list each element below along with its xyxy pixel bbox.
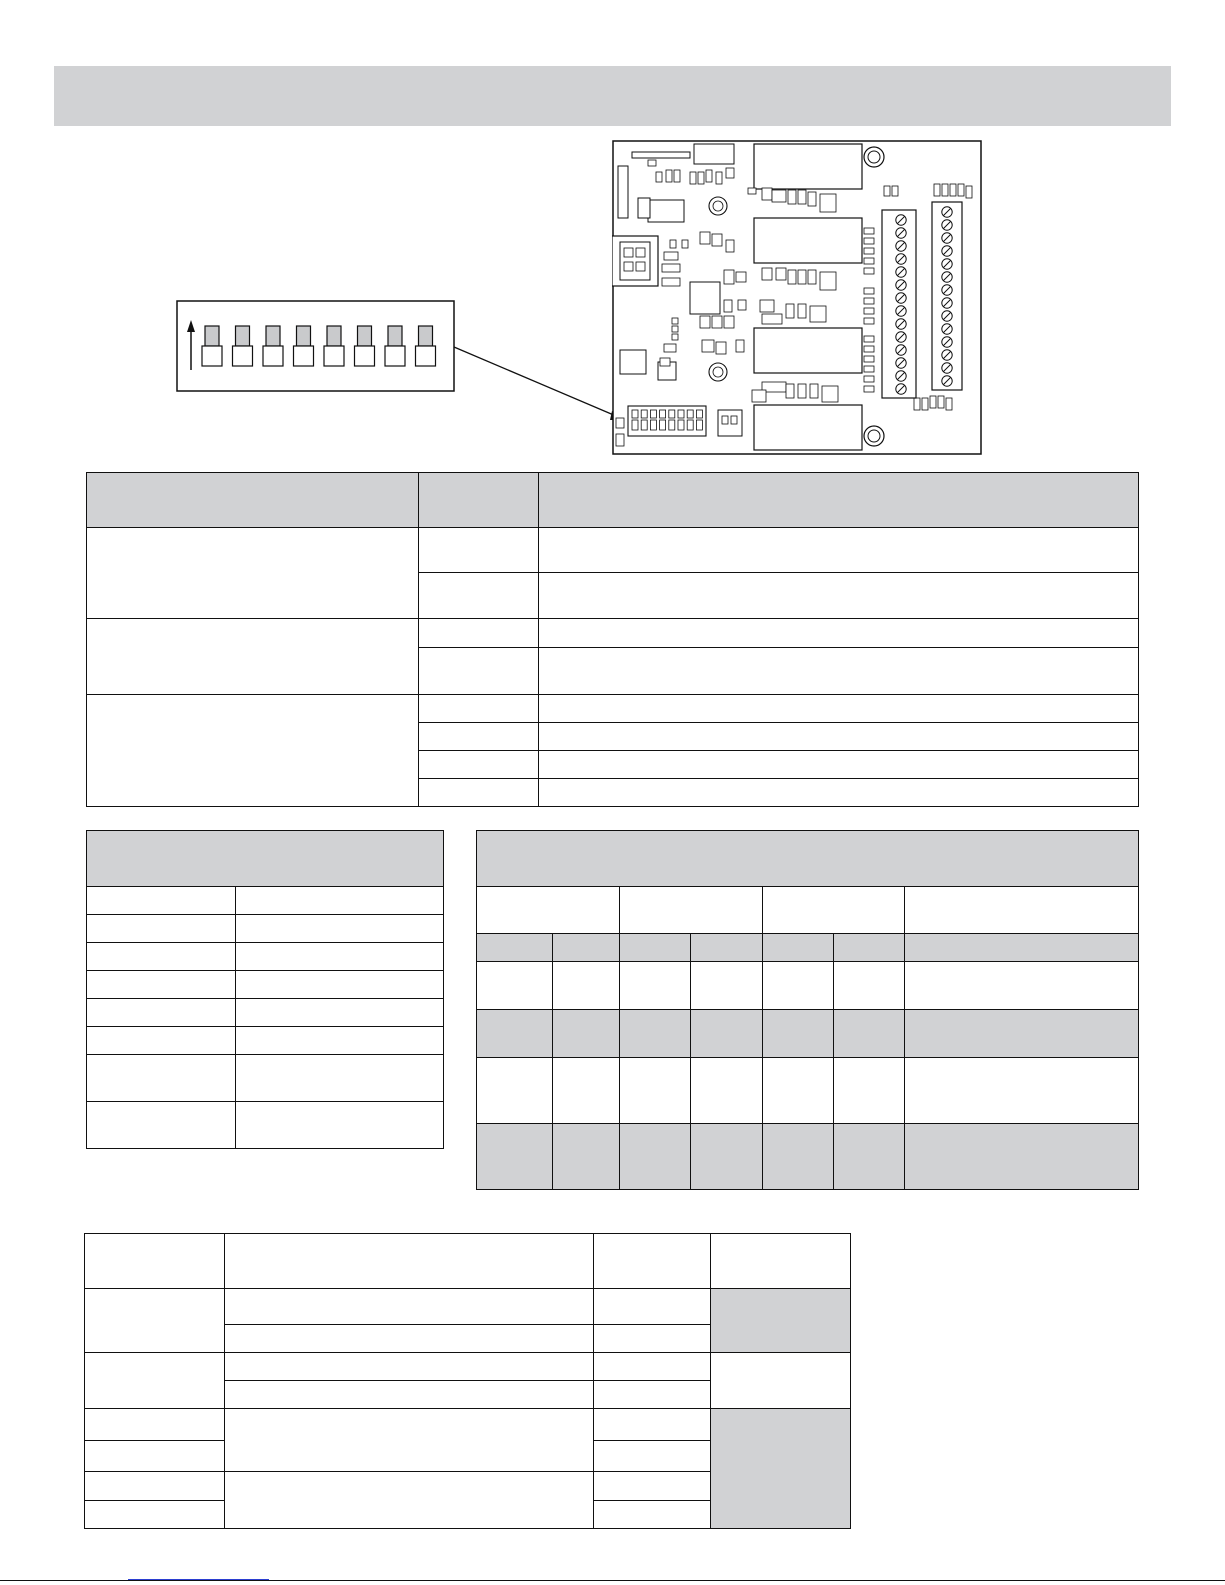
table-cell — [834, 1058, 905, 1124]
table-cell — [236, 1102, 444, 1149]
board-component — [810, 384, 818, 398]
header-cell — [477, 831, 1139, 887]
board-component — [864, 366, 874, 372]
board-component — [760, 300, 774, 312]
terminal-screw — [896, 293, 906, 303]
board-component — [946, 398, 952, 410]
table-cell — [419, 528, 539, 573]
terminal-screw — [896, 345, 906, 355]
table-cell — [553, 962, 620, 1010]
terminal-screw — [896, 215, 906, 225]
board-component — [762, 188, 772, 200]
board-component — [864, 336, 874, 342]
switch-combination-table — [476, 830, 1139, 1190]
board-component — [820, 194, 836, 212]
board-component — [664, 344, 676, 352]
table-cell — [553, 1124, 620, 1190]
table-cell — [477, 1124, 553, 1190]
table-cell — [763, 1124, 834, 1190]
board-dip-switch — [641, 410, 647, 430]
table-cell — [553, 1058, 620, 1124]
board-component — [726, 168, 734, 178]
table-cell — [905, 1058, 1139, 1124]
table-cell — [539, 573, 1139, 619]
board-component — [762, 314, 782, 324]
table-cell — [419, 723, 539, 751]
terminal-screw — [942, 207, 952, 217]
table-cell — [236, 943, 444, 971]
table-cell — [85, 1501, 225, 1529]
table-cell — [87, 619, 419, 695]
table-cell — [763, 962, 834, 1010]
table-cell — [539, 648, 1139, 695]
table-cell — [85, 1409, 225, 1441]
table-cell — [419, 573, 539, 619]
footer-rule — [0, 1580, 1225, 1581]
table-cell — [85, 1441, 225, 1472]
settings-table — [86, 472, 1139, 807]
dip-switch — [355, 326, 375, 366]
board-dip-switch — [678, 410, 684, 430]
terminal-screw — [896, 358, 906, 368]
table-cell — [236, 1027, 444, 1055]
board-component — [776, 268, 786, 280]
table-cell — [711, 1409, 851, 1529]
terminal-screw — [942, 363, 952, 373]
table-cell — [477, 887, 620, 934]
table-cell — [763, 887, 905, 934]
table-cell — [85, 1472, 225, 1501]
board-component — [786, 304, 794, 318]
header-cell — [87, 473, 419, 528]
table-cell — [419, 648, 539, 695]
board-component — [922, 398, 928, 410]
board-dip-switch — [650, 410, 656, 430]
table-cell — [620, 1058, 691, 1124]
board-component — [664, 252, 678, 260]
header-cell — [419, 473, 539, 528]
table-cell — [85, 1289, 225, 1353]
table-cell — [553, 1010, 620, 1058]
terminal-screw — [896, 254, 906, 264]
board-component — [798, 384, 806, 398]
header-cell — [711, 1234, 851, 1289]
table-cell — [419, 695, 539, 723]
table-cell — [87, 1027, 236, 1055]
board-component — [772, 190, 786, 202]
board-dip-switch — [669, 410, 675, 430]
table-cell — [225, 1289, 594, 1325]
header-cell — [87, 831, 444, 887]
terminal-screw — [896, 332, 906, 342]
dip-switch — [233, 326, 253, 366]
table-cell — [236, 1055, 444, 1102]
table-cell — [834, 934, 905, 962]
header-cell — [539, 473, 1139, 528]
board-component — [682, 240, 688, 248]
board-component — [864, 308, 874, 314]
table-cell — [594, 1501, 711, 1529]
table-cell — [87, 695, 419, 807]
table-cell — [419, 751, 539, 779]
table-cell — [236, 971, 444, 999]
table-cell — [691, 1058, 763, 1124]
board-component — [822, 386, 838, 402]
table-cell — [236, 999, 444, 1027]
table-cell — [763, 934, 834, 962]
terminal-screw — [942, 311, 952, 321]
table-cell — [539, 528, 1139, 573]
board-component — [892, 186, 898, 196]
board-component — [864, 238, 874, 244]
board-component — [864, 248, 874, 254]
board-component — [672, 326, 678, 332]
terminal-screw — [942, 233, 952, 243]
table-cell — [477, 934, 553, 962]
table-cell — [620, 887, 763, 934]
table-cell — [225, 1409, 594, 1472]
board-component — [716, 172, 722, 184]
board-component — [864, 268, 874, 274]
table-cell — [87, 999, 236, 1027]
table-cell — [711, 1289, 851, 1353]
board-component — [712, 316, 722, 328]
board-component — [808, 192, 816, 206]
terminal-screw — [942, 324, 952, 334]
table-cell — [225, 1472, 594, 1529]
board-component — [930, 396, 936, 408]
board-component — [716, 342, 726, 354]
board-component — [752, 390, 766, 402]
dip-switch — [294, 326, 314, 366]
board-component — [950, 184, 956, 196]
board-component — [864, 346, 874, 352]
board-component — [702, 340, 714, 352]
board-component — [738, 300, 746, 310]
board-component — [864, 288, 874, 294]
board-component — [656, 172, 662, 182]
board-component — [914, 398, 920, 410]
terminal-screw — [942, 350, 952, 360]
dip-switch — [263, 326, 283, 366]
board-component — [666, 170, 672, 182]
table-cell — [419, 619, 539, 648]
terminal-screw — [942, 220, 952, 230]
table-cell — [620, 1010, 691, 1058]
dip-switch — [416, 326, 436, 366]
table-cell — [594, 1289, 711, 1325]
terminal-screw — [896, 241, 906, 251]
table-cell — [225, 1325, 594, 1353]
board-component — [808, 270, 816, 284]
dip-switch — [202, 326, 222, 366]
header-cell — [594, 1234, 711, 1289]
table-cell — [620, 1124, 691, 1190]
board-component — [670, 240, 676, 248]
table-cell — [905, 934, 1139, 962]
terminal-table — [84, 1233, 851, 1529]
table-cell — [477, 1010, 553, 1058]
board-component — [938, 396, 944, 408]
board-component — [942, 184, 948, 196]
table-cell — [594, 1472, 711, 1501]
table-cell — [539, 779, 1139, 807]
table-cell — [539, 751, 1139, 779]
header-cell — [85, 1234, 225, 1289]
board-component — [798, 304, 806, 318]
board-component — [736, 340, 744, 352]
table-cell — [477, 962, 553, 1010]
table-cell — [594, 1409, 711, 1441]
terminal-screw — [896, 371, 906, 381]
board-component — [820, 272, 836, 290]
board-component — [958, 184, 964, 196]
board-component — [748, 188, 756, 194]
terminal-screw — [942, 376, 952, 386]
board-component — [736, 272, 746, 282]
table-cell — [905, 1124, 1139, 1190]
table-cell — [691, 962, 763, 1010]
options-table — [86, 830, 444, 1149]
board-component — [798, 190, 806, 204]
terminal-screw — [896, 280, 906, 290]
terminal-screw — [896, 384, 906, 394]
board-component — [864, 258, 874, 264]
board-component — [884, 186, 890, 196]
table-cell — [691, 934, 763, 962]
board-component — [700, 316, 710, 328]
dip-switch-callout — [176, 300, 458, 395]
terminal-screw — [942, 337, 952, 347]
dip-switch — [324, 326, 344, 366]
board-component — [674, 170, 680, 182]
board-component — [798, 270, 806, 284]
terminal-screw — [896, 267, 906, 277]
board-component — [698, 172, 704, 184]
board-component — [864, 356, 874, 362]
table-cell — [539, 695, 1139, 723]
board-component — [712, 234, 722, 246]
table-cell — [905, 887, 1139, 934]
header-band — [54, 66, 1171, 126]
table-cell — [477, 1058, 553, 1124]
table-cell — [905, 962, 1139, 1010]
board-component — [648, 160, 656, 166]
dip-switch — [385, 326, 405, 366]
table-cell — [594, 1381, 711, 1409]
board-dip-switch — [632, 410, 638, 430]
table-cell — [236, 887, 444, 915]
board-component — [966, 186, 972, 198]
terminal-screw — [942, 298, 952, 308]
table-cell — [419, 779, 539, 807]
table-cell — [87, 528, 419, 619]
board-component — [706, 170, 712, 182]
terminal-screw — [942, 246, 952, 256]
table-cell — [691, 1010, 763, 1058]
board-component — [662, 264, 680, 272]
board-component — [724, 300, 732, 312]
board-dip-switch — [687, 410, 693, 430]
board-component — [788, 270, 796, 284]
table-cell — [594, 1325, 711, 1353]
table-cell — [691, 1124, 763, 1190]
terminal-screw — [896, 228, 906, 238]
table-cell — [834, 962, 905, 1010]
table-cell — [87, 1102, 236, 1149]
table-cell — [236, 915, 444, 943]
board-component — [864, 386, 874, 392]
table-cell — [553, 934, 620, 962]
table-cell — [620, 962, 691, 1010]
board-dip-switch — [696, 410, 702, 430]
table-cell — [87, 915, 236, 943]
board-component — [864, 228, 874, 234]
board-component — [810, 306, 826, 322]
board-component — [700, 232, 710, 244]
header-cell — [225, 1234, 594, 1289]
table-cell — [87, 1055, 236, 1102]
board-component — [690, 172, 696, 184]
table-cell — [539, 619, 1139, 648]
table-cell — [87, 943, 236, 971]
board-component — [672, 318, 678, 324]
terminal-screw — [942, 285, 952, 295]
board-component — [660, 358, 670, 366]
table-cell — [87, 971, 236, 999]
board-component — [662, 278, 680, 286]
table-cell — [225, 1353, 594, 1381]
board-component — [864, 318, 874, 324]
board-component — [864, 298, 874, 304]
board-component — [672, 334, 678, 340]
circuit-board-icon — [612, 140, 984, 458]
table-cell — [763, 1058, 834, 1124]
table-cell — [763, 1010, 834, 1058]
table-cell — [594, 1353, 711, 1381]
board-component — [864, 376, 874, 382]
terminal-screw — [896, 319, 906, 329]
leader-line — [450, 340, 630, 425]
table-cell — [85, 1353, 225, 1409]
board-component — [724, 270, 734, 284]
table-cell — [834, 1010, 905, 1058]
terminal-screw — [896, 306, 906, 316]
board-component — [788, 190, 796, 204]
table-cell — [87, 887, 236, 915]
table-cell — [711, 1353, 851, 1409]
board-component — [762, 268, 772, 280]
board-component — [724, 316, 734, 328]
board-dip-switch — [660, 410, 666, 430]
terminal-screw — [942, 259, 952, 269]
board-component — [786, 384, 794, 398]
table-cell — [905, 1010, 1139, 1058]
board-component — [934, 184, 940, 196]
board-component — [726, 240, 734, 252]
terminal-screw — [942, 272, 952, 282]
table-cell — [594, 1441, 711, 1472]
table-cell — [834, 1124, 905, 1190]
table-cell — [225, 1381, 594, 1409]
table-cell — [620, 934, 691, 962]
table-cell — [539, 723, 1139, 751]
